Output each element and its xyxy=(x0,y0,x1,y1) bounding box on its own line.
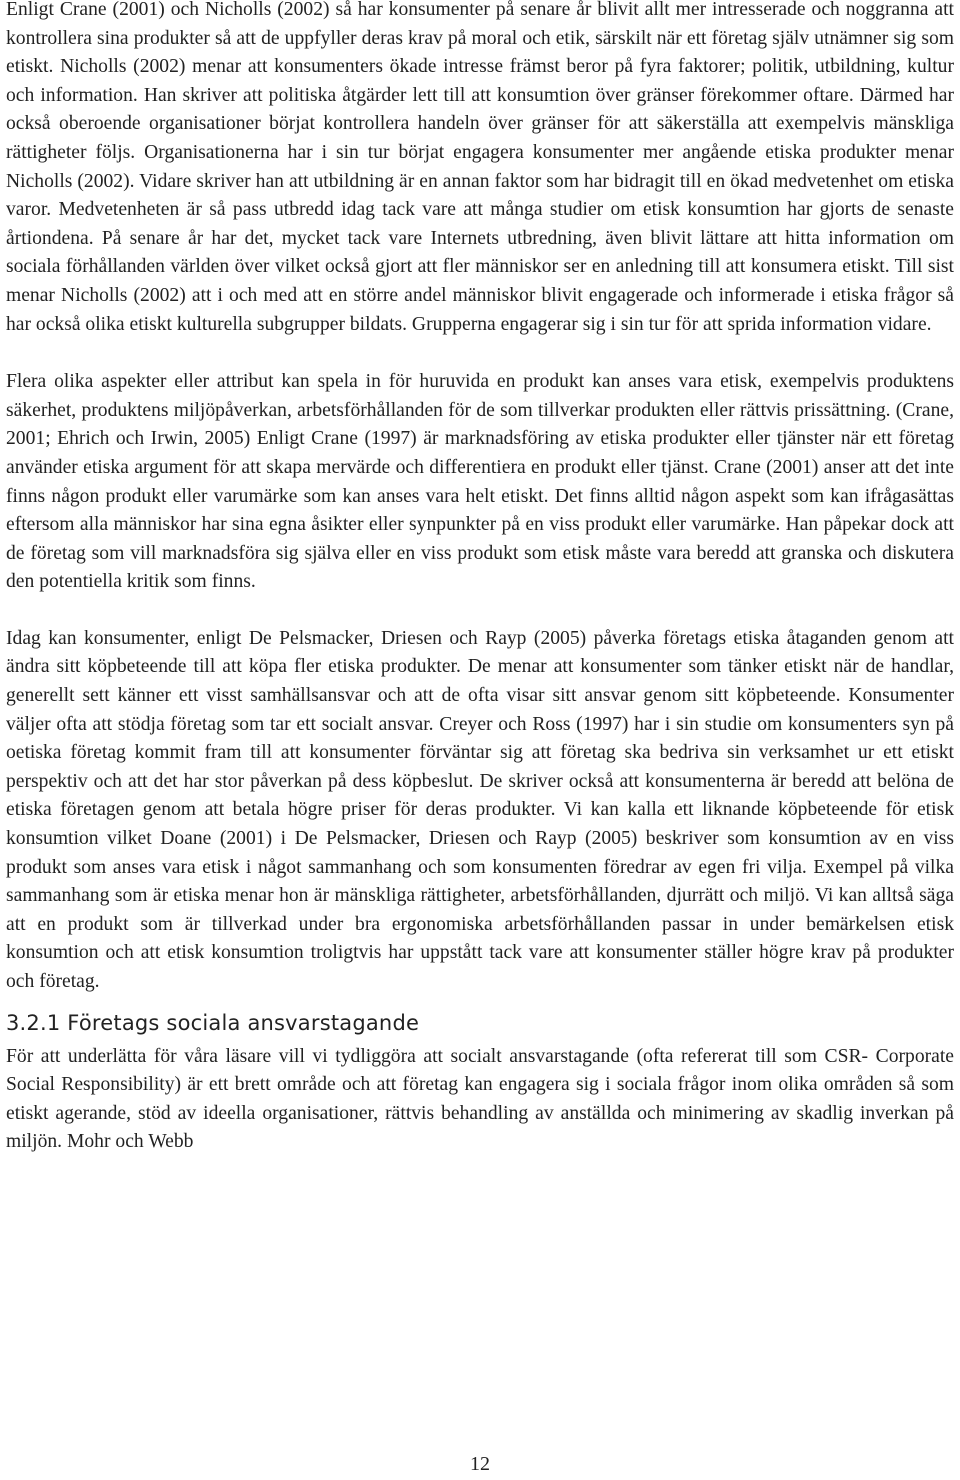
body-paragraph-4: För att underlätta för våra läsare vill vi tydliggöra att socialt ansvarstagande (ofta refererat till som CSR- Corporate Social Responsibility) är ett brett område och att företag kan engagera sig i sociala frågor inom olika områden så som etiskt agerande, stöd av ideella organisationer, rättvis behandling av anställda och minimering av skadlig inverkan på miljön. Mohr och Webb xyxy=(6,1045,954,1153)
document-page xyxy=(6,0,954,1157)
body-paragraph-1: Enligt Crane (2001) och Nicholls (2002) så har konsumenter på senare år blivit allt mer intresserade och noggranna att kontrollera sina produkter så att de uppfyller deras krav på moral och etik, särskilt när ett företag själv utnämner sig som etiskt. Nicholls (2002) menar att konsumenters ökade intresse främst beror på fyra faktorer; politik, utbildning, kultur och information. Han skriver att politiska åtgärder lett till att konsumtion över gränser förekommer oftare. Därmed har också oberoende organisationer börjat kontrollera handeln över gränser för att säkerställa att exempelvis mänskliga rättigheter följs. Organisationerna har i sin tur börjat engagera konsumenter mer angående etiska produkter menar Nicholls (2002). Vidare skriver han att utbildning är en annan faktor som har bidragit till en ökad medvetenhet om etiska varor. Medvetenheten är så pass utbredd idag tack vare att många studier om etisk konsumtion har gjorts de senaste årtiondena. På senare år har det, mycket tack vare Internets utbredning, även blivit lättare att hitta information om sociala förhållanden världen över vilket också gjort att fler människor ser en anledning till att konsumera etiskt. Till sist menar Nicholls (2002) att i och med att en större andel människor blivit engagerade och informerade i etiska frågor så har också olika etiskt kulturella subgrupper bildats. Grupperna engagerar sig i sin tur för att sprida information vidare. xyxy=(6,0,954,335)
body-paragraph-3: Idag kan konsumenter, enligt De Pelsmacker, Driesen och Rayp (2005) påverka företags etiska åtaganden genom att ändra sitt köpbeteende till att köpa fler etiska produkter. De menar att konsumenter som tänker etiskt när de handlar, generellt sett känner ett visst samhällsansvar och att de ofta visar sitt ansvar genom sitt köpbeteende. Konsumenter väljer ofta att stödja företag som tar ett socialt ansvar. Creyer och Ross (1997) har i sin studie om konsumenters syn på oetiska företag kommit fram till att konsumenter förväntar sig att företag ska bedriva sin verksamhet ur ett etiskt perspektiv och att det har stor påverkan på dess köpbeslut. De skriver också att konsumenterna är beredd att belöna de etiska företagen genom att betala högre priser för deras produkter. Vi kan kalla ett liknande köpbeteende för etisk konsumtion vilket Doane (2001) i De Pelsmacker, Driesen och Rayp (2005) beskriver som konsumtion av en viss produkt som anses vara etisk i något sammanhang och som konsumenten föredrar av egen fri vilja. Exempel på vilka sammanhang som är etiska menar hon är mänskliga rättigheter, arbetsförhållanden, djurrätt och miljö. Vi kan alltså säga att en produkt som är tillverkad under bra ergonomiska arbetsförhållanden passar in under bemärkelsen etisk konsumtion och att etisk konsumtion troligtvis har uppstått tack vare att konsumenter ställer högre krav på produkter och företag. xyxy=(6,627,954,992)
section-heading: 3.2.1 Företags sociala ansvarstagande xyxy=(6,1010,420,1035)
page-number: 12 xyxy=(470,1453,490,1475)
body-paragraph-2: Flera olika aspekter eller attribut kan spela in för huruvida en produkt kan anses vara etisk, exempelvis produktens säkerhet, produktens miljöpåverkan, arbetsförhållanden för de som tillverkar produkten eller rättvis prissättning. (Crane, 2001; Ehrich och Irwin, 2005) Enligt Crane (1997) är marknadsföring av etiska produkter eller tjänster när ett företag använder etiska argument för att skapa mervärde och differentiera en produkt eller tjänst. Crane (2001) anser att det inte finns någon produkt eller varumärke som kan anses vara helt etiskt. Det finns alltid någon aspekt som kan ifrågasättas eftersom alla människor har sina egna åsikter eller synpunkter på en viss produkt eller varumärke. Han påpekar dock att de företag som vill marknadsföra sig själva eller en viss produkt som etisk måste vara beredd att granska och diskutera den potentiella kritik som finns. xyxy=(6,371,954,593)
